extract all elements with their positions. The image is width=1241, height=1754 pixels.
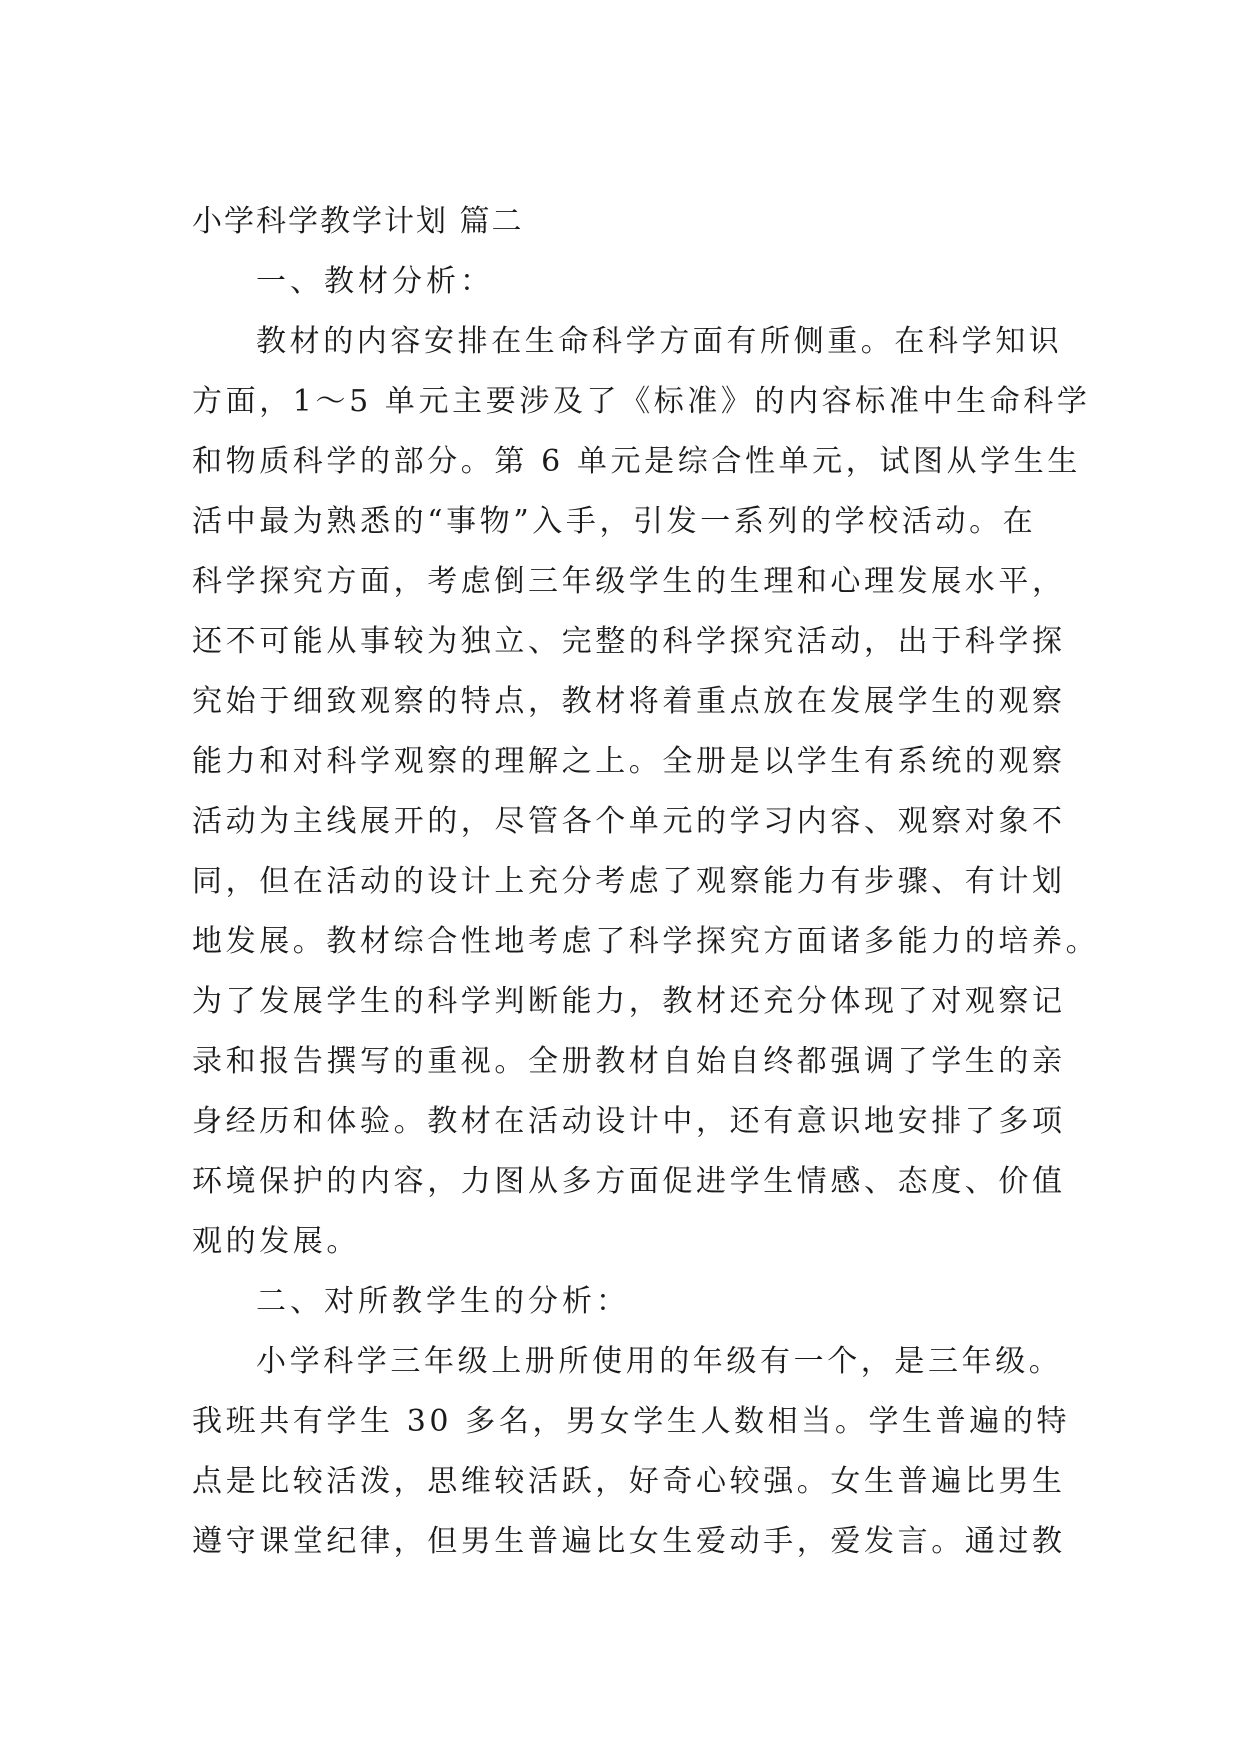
document-body xyxy=(192,192,1100,1572)
text-line: 活动为主线展开的，尽管各个单元的学习内容、观察对象不 xyxy=(192,804,1066,839)
section-heading-materials: 一、教材分析： xyxy=(256,264,494,299)
text-line: 观的发展。 xyxy=(192,1224,360,1259)
text-line: 和物质科学的部分。第 6 单元是综合性单元，试图从学生生 xyxy=(192,444,1081,479)
text-line: 遵守课堂纪律，但男生普遍比女生爱动手，爱发言。通过教 xyxy=(192,1524,1066,1559)
text-line: 教材的内容安排在生命科学方面有所侧重。在科学知识 xyxy=(256,324,1063,359)
text-line: 方面，1～5 单元主要涉及了《标准》的内容标准中生命科学 xyxy=(192,384,1091,419)
text-line: 科学探究方面，考虑倒三年级学生的生理和心理发展水平， xyxy=(192,564,1066,599)
document-title: 小学科学教学计划 篇二 xyxy=(192,204,524,239)
text-line: 为了发展学生的科学判断能力，教材还充分体现了对观察记 xyxy=(192,984,1066,1019)
paragraph-materials-analysis xyxy=(192,312,1100,1272)
text-line: 同，但在活动的设计上充分考虑了观察能力有步骤、有计划 xyxy=(192,864,1066,899)
paragraph-student-analysis xyxy=(192,1332,1071,1572)
text-line: 能力和对科学观察的理解之上。全册是以学生有系统的观察 xyxy=(192,744,1066,779)
text-line: 环境保护的内容，力图从多方面促进学生情感、态度、价值 xyxy=(192,1164,1066,1199)
text-line: 点是比较活泼，思维较活跃，好奇心较强。女生普遍比男生 xyxy=(192,1464,1066,1499)
text-line: 究始于细致观察的特点，教材将着重点放在发展学生的观察 xyxy=(192,684,1066,719)
text-line: 身经历和体验。教材在活动设计中，还有意识地安排了多项 xyxy=(192,1104,1066,1139)
text-line: 地发展。教材综合性地考虑了科学探究方面诸多能力的培养。 xyxy=(192,924,1100,959)
text-line: 我班共有学生 30 多名，男女学生人数相当。学生普遍的特 xyxy=(192,1404,1071,1439)
text-line: 活中最为熟悉的“事物”入手，引发一系列的学校活动。在 xyxy=(192,504,1037,539)
text-line: 还不可能从事较为独立、完整的科学探究活动，出于科学探 xyxy=(192,624,1066,659)
text-line: 小学科学三年级上册所使用的年级有一个，是三年级。 xyxy=(256,1344,1063,1379)
section-heading-students: 二、对所教学生的分析： xyxy=(256,1284,630,1319)
text-line: 录和报告撰写的重视。全册教材自始自终都强调了学生的亲 xyxy=(192,1044,1066,1079)
